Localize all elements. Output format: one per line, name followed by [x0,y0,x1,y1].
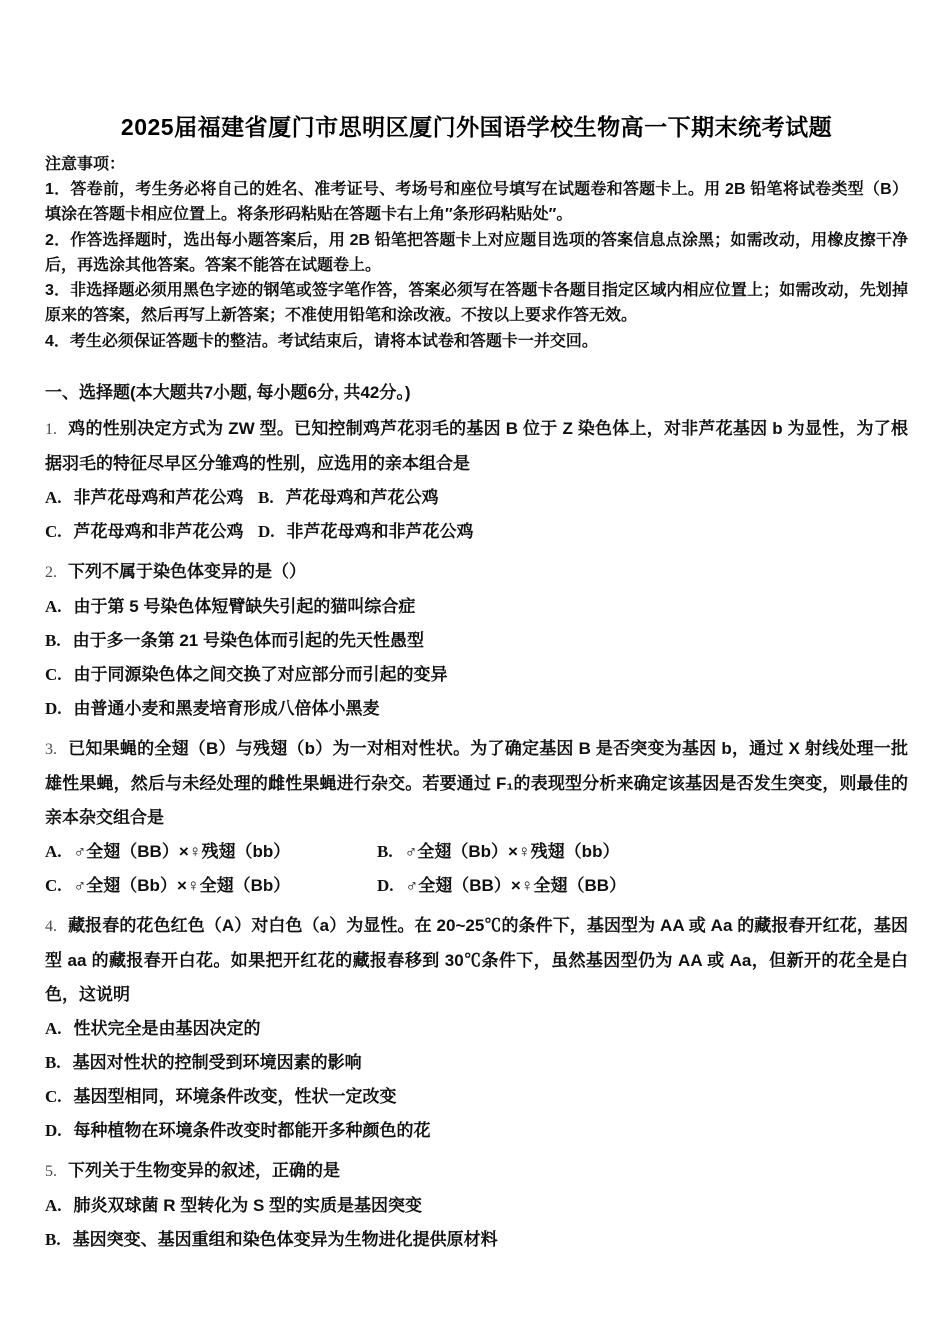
option-label: A. [45,1196,62,1216]
question-stem [45,1154,908,1189]
option-label: B. [258,488,274,508]
option-label: B. [377,842,393,862]
option-text: 芦花母鸡和芦花公鸡 [285,488,439,508]
option-C [45,1080,908,1114]
question-stem [45,412,908,481]
page-title: 2025届福建省厦门市思明区厦门外国语学校生物高一下期末统考试题 [120,114,833,140]
option-text: 芦花母鸡和非芦花公鸡 [73,522,244,542]
notice-item: 4．考生必须保证答题卡的整洁。考试结束后，请将本试卷和答题卡一并交回。 [45,332,598,350]
option-C [45,515,258,549]
option-text: 由于同源染色体之间交换了对应部分而引起的变异 [73,665,448,685]
option-D [377,869,908,903]
options-list [45,1189,908,1257]
option-text: 非芦花母鸡和芦花公鸡 [73,488,244,508]
option-label: C. [45,665,62,685]
option-label: D. [45,699,62,719]
option-C [45,658,908,692]
option-B [45,1046,908,1080]
question-number: 2. [45,564,57,582]
option-A [45,590,908,624]
option-label: D. [377,876,394,896]
question-number: 4. [45,918,57,936]
option-label: D. [45,1121,62,1141]
notice-section [45,152,908,354]
option-B [45,1223,908,1257]
option-text: 由于第 5 号染色体短臂缺失引起的猫叫综合症 [73,597,416,617]
question-text: 下列关于生物变异的叙述，正确的是 [68,1161,340,1181]
question-text: 已知果蝇的全翅（B）与残翅（b）为一对相对性状。为了确定基因 B 是否突变为基因 b，通过 X 射线处理一批雄性果蝇，然后与未经处理的雌性果蝇进行杂交。若要通过 F₁的表现型分析来确定该基因是否发生突变，则最佳的亲本杂交组合是 [45,739,908,828]
option-label: C. [45,522,62,542]
option-D [45,692,908,726]
question-number: 3. [45,741,57,759]
option-text: 由普通小麦和黑麦培育形成八倍体小黑麦 [73,699,380,719]
option-label: B. [45,1053,61,1073]
option-text: 基因对性状的控制受到环境因素的影响 [72,1053,362,1073]
option-label: D. [258,522,275,542]
option-text: 由于多一条第 21 号染色体而引起的先天性愚型 [72,631,424,651]
question-3 [45,732,908,903]
question-text: 下列不属于染色体变异的是（） [68,562,306,582]
option-label: C. [45,876,62,896]
option-text: 基因型相同，环境条件改变，性状一定改变 [73,1087,397,1107]
options-list [45,835,908,903]
option-label: A. [45,597,62,617]
option-label: B. [45,1230,61,1250]
option-label: B. [45,631,61,651]
option-A [45,1189,908,1223]
section-heading: 一、选择题(本大题共7小题, 每小题6分, 共42分。) [45,383,411,403]
option-label: A. [45,842,62,862]
question-text: 藏报春的花色红色（A）对白色（a）为显性。在 20~25℃的条件下，基因型为 AA 或 Aa 的藏报春开红花，基因型 aa 的藏报春开白花。如果把开红花的藏报春移到 30℃条件下，虽然基因型仍为 AA 或 Aa，但新开的花全是白色，这说明 [45,916,908,1005]
notice-item: 3．非选择题必须用黑色字迹的钢笔或签字笔作答，答案必须写在答题卡各题目指定区域内相应位置上；如需改动，先划掉原来的答案，然后再写上新答案；不准使用铅笔和涂改液。不按以上要求作答无效。 [45,282,908,325]
option-label: A. [45,488,62,508]
options-list [45,1012,908,1148]
options-list [45,481,908,549]
question-number: 5. [45,1163,57,1181]
option-B [377,835,908,869]
question-stem [45,732,908,835]
question-text: 鸡的性别决定方式为 ZW 型。已知控制鸡芦花羽毛的基因 B 位于 Z 染色体上，对非芦花基因 b 为显性，为了根据羽毛的特征尽早区分雏鸡的性别，应选用的亲本组合是 [45,419,908,474]
question-1 [45,412,908,549]
option-A [45,835,377,869]
option-text: 每种植物在环境条件改变时都能开多种颜色的花 [73,1121,431,1141]
question-2 [45,555,908,726]
option-text: ♂全翅（Bb）×♀全翅（Bb） [73,876,291,896]
option-B [258,481,908,515]
option-A [45,481,258,515]
option-B [45,624,908,658]
question-stem [45,909,908,1012]
notice-item: 1．答卷前，考生务必将自己的姓名、准考证号、考场号和座位号填写在试题卷和答题卡上。用 2B 铅笔将试卷类型（B）填涂在答题卡相应位置上。将条形码粘贴在答题卡右上角″条形码粘贴处″。 [45,181,908,224]
option-text: ♂全翅（BB）×♀全翅（BB） [405,876,627,896]
option-text: ♂全翅（Bb）×♀残翅（bb） [404,842,620,862]
option-C [45,869,377,903]
question-4 [45,909,908,1148]
questions-list [45,412,908,1257]
option-text: ♂全翅（BB）×♀残翅（bb） [73,842,291,862]
option-label: C. [45,1087,62,1107]
notice-heading: 注意事项： [45,156,126,173]
question-5 [45,1154,908,1257]
option-A [45,1012,908,1046]
question-stem [45,555,908,590]
question-number: 1. [45,421,57,439]
option-label: A. [45,1019,62,1039]
option-text: 性状完全是由基因决定的 [73,1019,261,1039]
options-list [45,590,908,726]
option-D [45,1114,908,1148]
option-text: 肺炎双球菌 R 型转化为 S 型的实质是基因突变 [73,1196,423,1216]
notice-items [45,177,908,354]
option-text: 非芦花母鸡和非芦花公鸡 [286,522,474,542]
option-text: 基因突变、基因重组和染色体变异为生物进化提供原材料 [72,1230,498,1250]
notice-item: 2．作答选择题时，选出每小题答案后，用 2B 铅笔把答题卡上对应题目选项的答案信息点涂黑；如需改动，用橡皮擦干净后，再选涂其他答案。答案不能答在试题卷上。 [45,231,908,274]
option-D [258,515,908,549]
